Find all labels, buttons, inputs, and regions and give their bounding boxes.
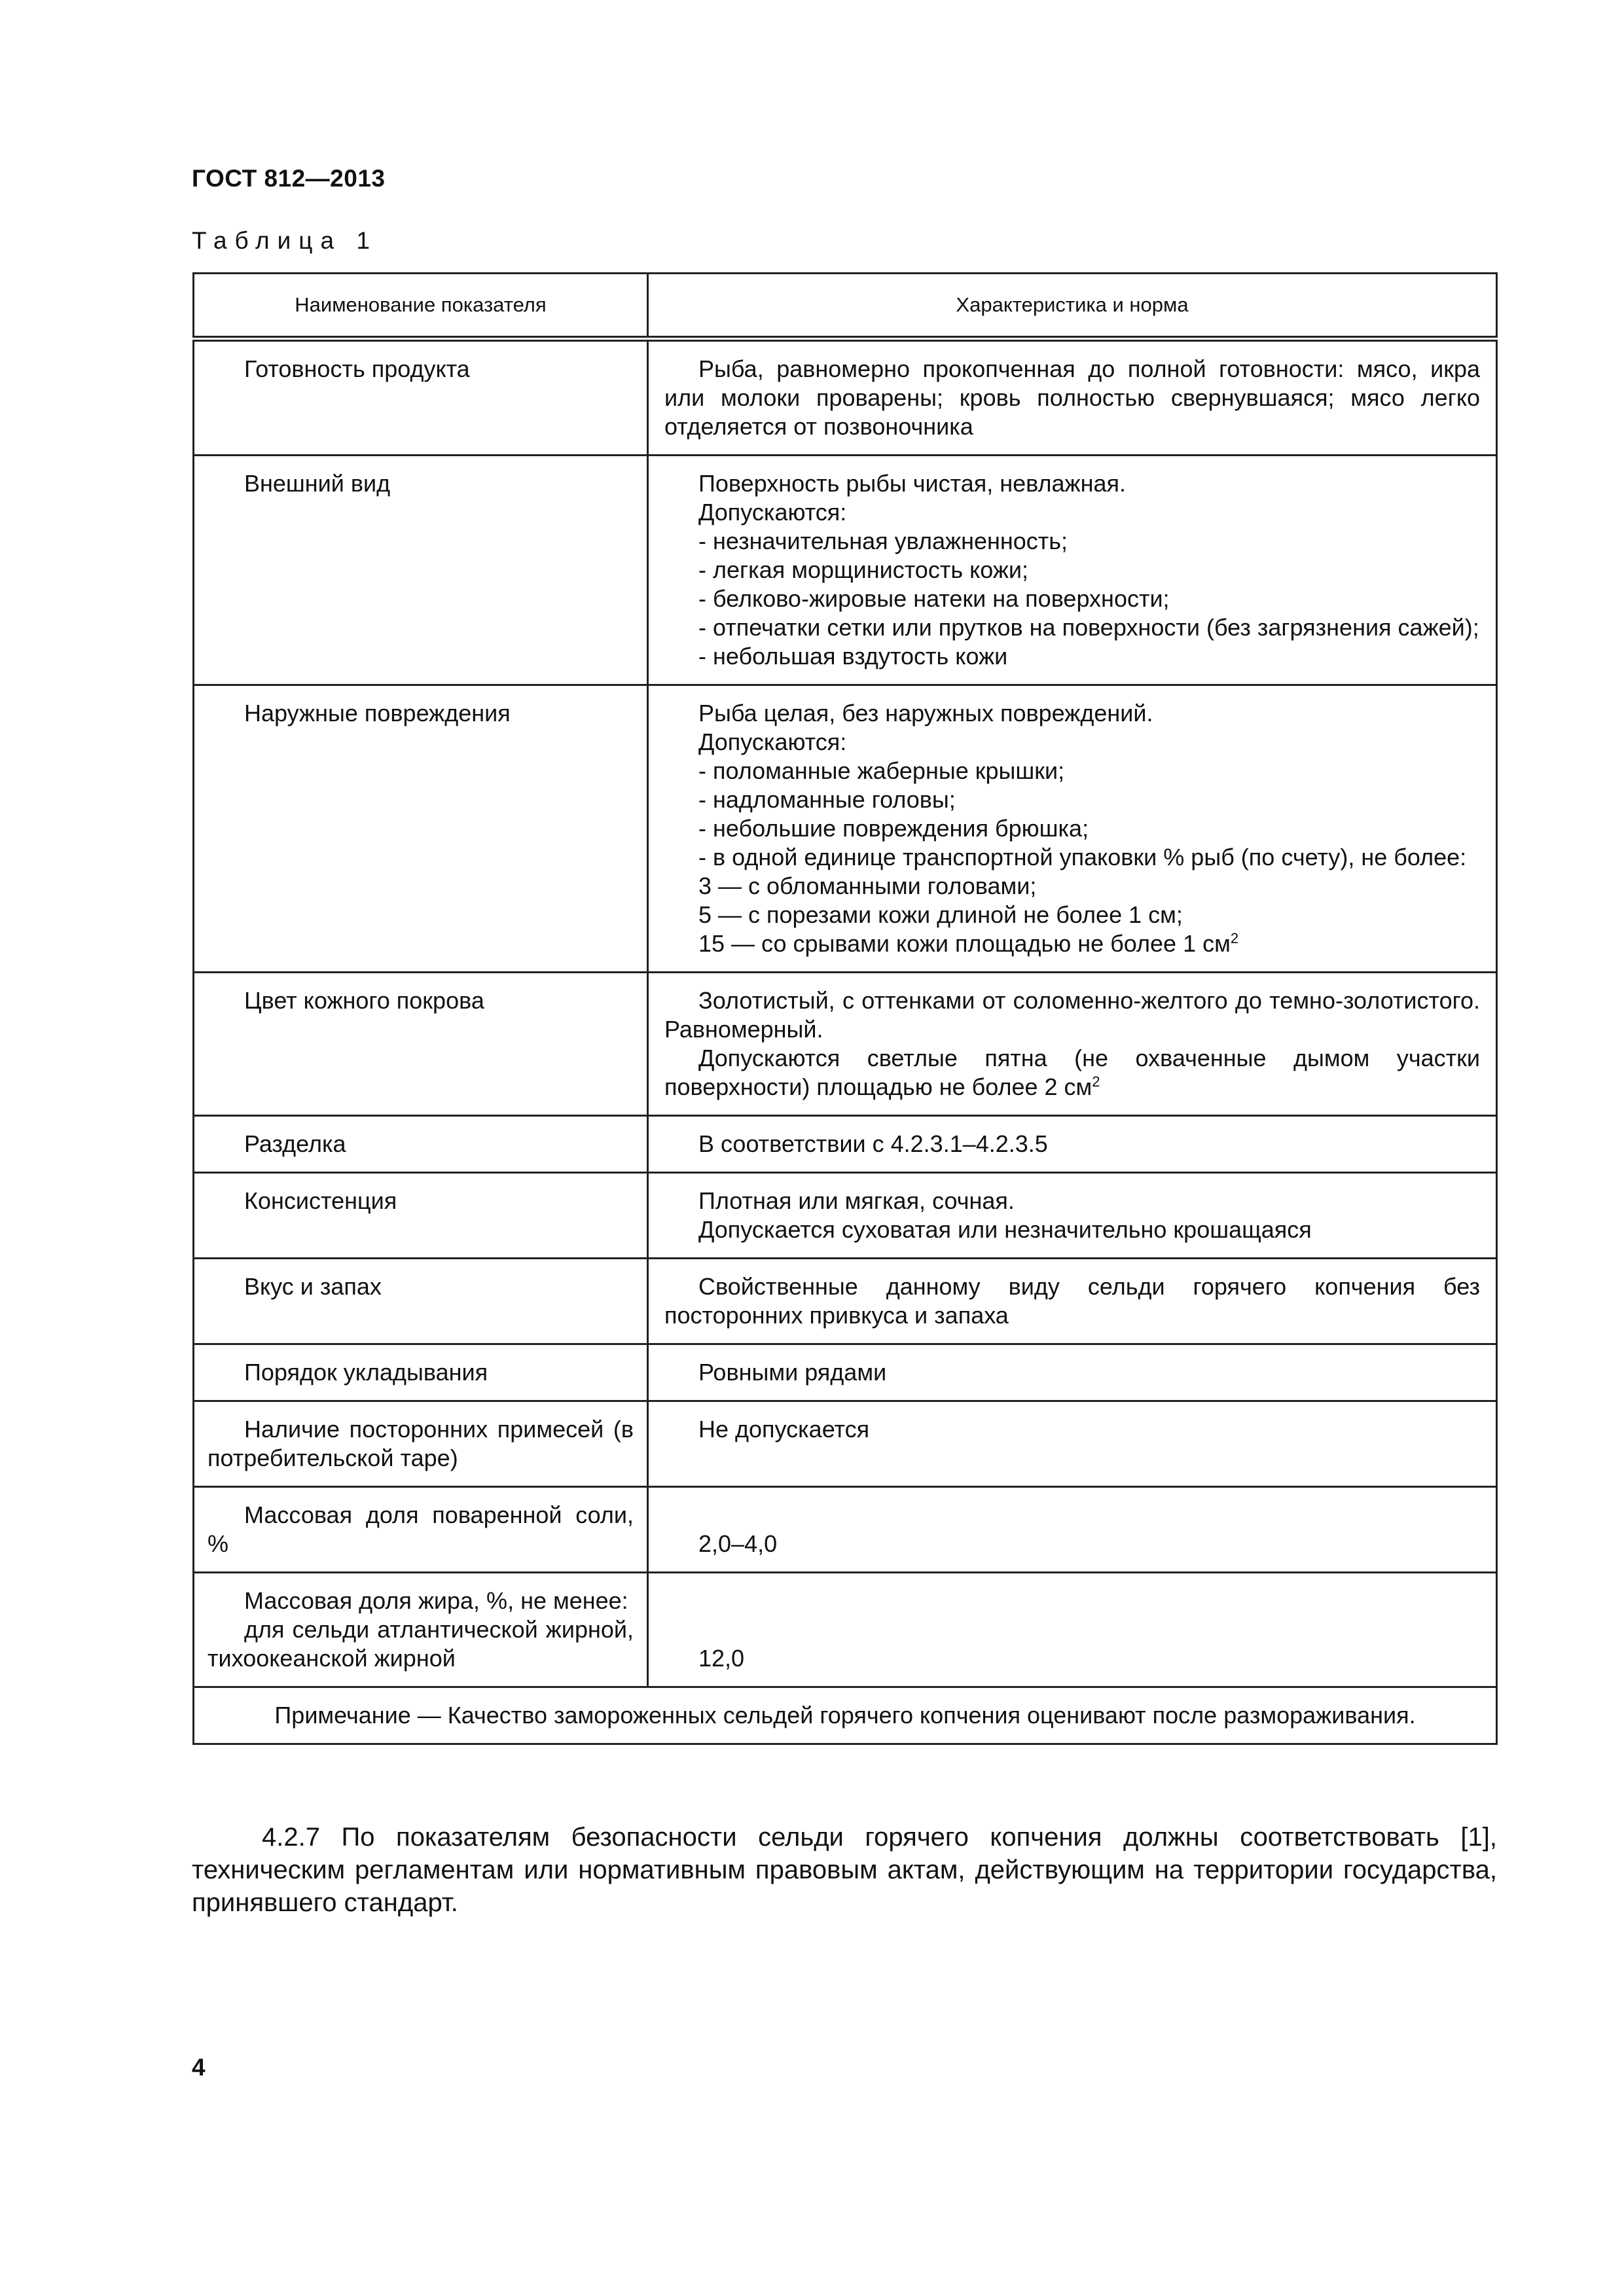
value-paragraph: Золотистый, с оттенками от соломенно-желтого до темно-золотистого. Равномерный. [664, 987, 1480, 1043]
page-number: 4 [192, 2054, 206, 2081]
indicator-value: 2,0–4,0 [648, 1487, 1497, 1573]
value-line: - надломанные головы; [698, 786, 956, 813]
value-line: 5 — с порезами кожи длиной не более 1 см; [698, 901, 1183, 928]
table-row [194, 1173, 1497, 1259]
table-header-row [194, 274, 1497, 339]
value-line: - в одной единице транспортной упаковки % рыб (по счету), не более: [698, 844, 1467, 870]
table-row [194, 685, 1497, 973]
indicator-name: Внешний вид [194, 456, 648, 685]
indicator-name: Консистенция [194, 1173, 648, 1259]
value-line: Поверхность рыбы чистая, невлажная. [698, 470, 1126, 497]
indicator-name: Массовая доля поваренной соли, % [194, 1487, 648, 1573]
value-text: 15 — со срывами кожи площадью не более 1 см [698, 930, 1231, 957]
indicator-value [648, 456, 1497, 685]
value-line: Допускаются: [698, 728, 847, 755]
indicator-name: Готовность продукта [194, 339, 648, 456]
value-paragraph [664, 1044, 1480, 1102]
indicator-name: Цвет кожного покрова [194, 973, 648, 1116]
indicator-value [648, 339, 1497, 456]
value-line: Допускаются: [698, 499, 847, 526]
indicator-value: В соответствии с 4.2.3.1–4.2.3.5 [648, 1116, 1497, 1173]
table-row [194, 1344, 1497, 1401]
value-line: 3 — с обломанными головами; [698, 872, 1037, 899]
value-text: Рыба, равномерно прокопченная до полной готовности: мясо, икра или молоки проварены; кровь полностью свернувшаяся; мясо легко отделяется от позвоночника [664, 355, 1480, 440]
value-line: - поломанные жаберные крышки; [698, 757, 1065, 784]
indicator-value: 12,0 [648, 1573, 1497, 1687]
indicator-name: Наличие посторонних примесей (в потребительской таре) [194, 1401, 648, 1487]
table-row [194, 1259, 1497, 1344]
table-caption: Таблица 1 [192, 227, 378, 254]
indicator-value: Ровными рядами [648, 1344, 1497, 1401]
indicator-name: Наружные повреждения [194, 685, 648, 973]
value-line: - небольшие повреждения брюшка; [698, 815, 1089, 842]
table-row [194, 1487, 1497, 1573]
value-line: - незначительная увлажненность; [698, 528, 1068, 554]
indicator-value [648, 1173, 1497, 1259]
column-header-norm: Характеристика и норма [648, 274, 1497, 339]
superscript: 2 [1230, 930, 1239, 946]
indicator-value [648, 685, 1497, 973]
value-text: Допускаются светлые пятна (не охваченные дымом участки поверхности) площадью не более 2 см [664, 1045, 1480, 1100]
indicator-value [648, 973, 1497, 1116]
value-line [698, 929, 1480, 958]
value-line: Плотная или мягкая, сочная. [698, 1187, 1015, 1214]
document-header: ГОСТ 812—2013 [192, 165, 386, 192]
table-row [194, 1401, 1497, 1487]
table-note: Примечание — Качество замороженных сельдей горячего копчения оценивают после размораживания. [194, 1687, 1497, 1744]
indicator-name [194, 1573, 648, 1687]
indicator-name: Вкус и запах [194, 1259, 648, 1344]
value-line: Допускается суховатая или незначительно крошащаяся [698, 1216, 1312, 1243]
body-paragraph: 4.2.7 По показателям безопасности сельди горячего копчения должны соответствовать [1], техническим регламентам или нормативным правовым актам, действующим на территории государства, принявшего стандарт. [192, 1823, 1497, 1917]
value-line: - легкая морщинистость кожи; [698, 556, 1029, 583]
value-line: - белково-жировые натеки на поверхности; [698, 585, 1170, 612]
superscript: 2 [1092, 1073, 1100, 1090]
indicator-name: Порядок укладывания [194, 1344, 648, 1401]
column-header-indicator: Наименование показателя [194, 274, 648, 339]
value-line: Рыба целая, без наружных повреждений. [698, 700, 1153, 726]
indicator-value: Не допускается [648, 1401, 1497, 1487]
value-line: - небольшая вздутость кожи [698, 643, 1008, 670]
value-text: Свойственные данному виду сельди горячего копчения без посторонних привкуса и запаха [664, 1273, 1480, 1329]
indicator-name-line: для сельди атлантической жирной, тихоокеанской жирной [208, 1616, 634, 1672]
table-row [194, 1573, 1497, 1687]
table-row [194, 456, 1497, 685]
indicator-name-line: Массовая доля жира, %, не менее: [244, 1587, 628, 1614]
table-row [194, 1116, 1497, 1173]
table-row [194, 973, 1497, 1116]
indicator-name: Разделка [194, 1116, 648, 1173]
value-line: - отпечатки сетки или прутков на поверхности (без загрязнения сажей); [698, 614, 1479, 641]
specification-table [192, 272, 1498, 1745]
table-note-row [194, 1687, 1497, 1744]
indicator-value [648, 1259, 1497, 1344]
table-row [194, 339, 1497, 456]
